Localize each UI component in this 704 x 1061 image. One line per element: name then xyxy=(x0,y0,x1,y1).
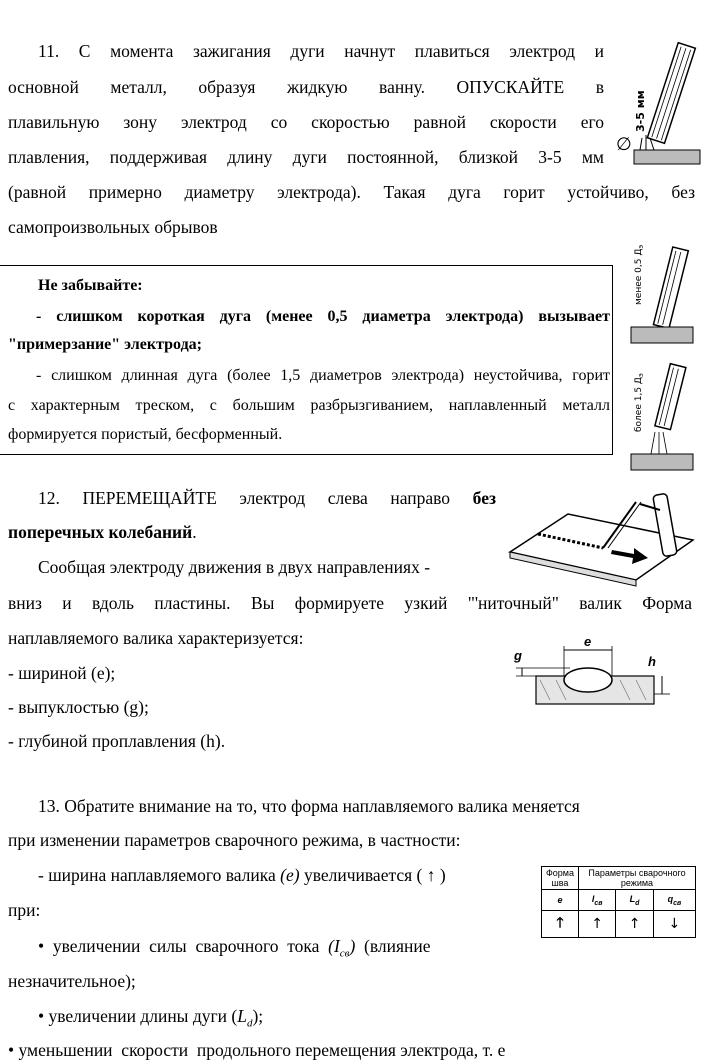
note-line-1: - слишком длинная дуга (более 1,5 диаметров электрода) неустойчива, горит xyxy=(36,367,610,384)
s12-line-1: 12. ПЕРЕМЕЩАЙТЕ электрод слева направо без xyxy=(38,488,496,508)
s12-line-5: наплавляемого валика характеризуется: xyxy=(8,628,304,648)
s11-line-1: 11. С момента зажигания дуги начнут плавиться электрод и xyxy=(38,41,604,61)
s12-line-4: вниз и вдоль пластины. Вы формируете узкий "'ниточный" валик Форма xyxy=(8,593,692,613)
arc-length-label: 3-5 мм xyxy=(634,90,647,132)
bead-h-label: h xyxy=(648,654,656,669)
note-title: Не забывайте: xyxy=(38,277,143,294)
bead-e-label: e xyxy=(584,636,592,649)
bead-section-figure xyxy=(510,636,680,716)
up-arrow-bold-icon: 🡑 xyxy=(542,911,579,938)
s11-line-5: (равной примерно диаметру электрода). Такая дуга горит устойчиво, без xyxy=(8,182,695,202)
s12-line-7: - выпуклостью (g); xyxy=(8,697,149,717)
s13-line-1: 13. Обратите внимание на то, что форма наплавляемого валика меняется xyxy=(38,796,580,816)
welding-plate-figure xyxy=(508,492,698,587)
note-bold-line-1: - слишком короткая дуга (менее 0,5 диаметра электрода) вызывает xyxy=(36,308,610,325)
s11-line-2: основной металл, образуя жидкую ванну. ОПУСКАЙТЕ в xyxy=(8,77,604,97)
s13-line-2: при изменении параметров сварочного режима, в частности: xyxy=(8,830,461,850)
s13-line-8: • уменьшении скорости продольного перемещения электрода, т. е xyxy=(8,1040,506,1060)
long-arc-figure xyxy=(627,362,697,472)
up-arrow-icon: ↑ xyxy=(578,911,615,938)
diameter-symbol: ∅ xyxy=(616,134,632,155)
welding-parameters-table xyxy=(541,866,696,938)
electrode-arc-figure xyxy=(612,40,702,170)
bead-g-label: g xyxy=(514,648,522,663)
table-col-icv: $I_{св}$ xyxy=(578,890,615,911)
down-arrow-icon: ↓ xyxy=(653,911,695,938)
s12-line-6: - шириной (e); xyxy=(8,663,116,683)
table-header-params: Параметры сварочного режима xyxy=(578,867,695,890)
s13-line-7: • увеличении длины дуги $(L_d)$; xyxy=(38,1006,264,1030)
s13-line-6: незначительное); xyxy=(8,971,136,991)
table-col-e: e xyxy=(542,890,579,911)
note-bold-line-2: "примерзание" электрода; xyxy=(8,336,202,353)
s12-line-8: - глубиной проплавления (h). xyxy=(8,731,226,751)
short-arc-figure xyxy=(627,245,697,350)
note-line-3: формируется пористый, бесформенный. xyxy=(8,426,283,443)
s11-line-3: плавильную зону электрод со скоростью равной скорости его xyxy=(8,112,604,132)
s13-line-5: • увеличении силы сварочного тока $(I_{св})$ (влияние xyxy=(38,936,431,960)
s12-line-2: поперечных колебаний. xyxy=(8,522,197,542)
table-col-ld: $L_d$ xyxy=(616,890,653,911)
table-col-qcv: $q_{св}$ xyxy=(653,890,695,911)
s12-line-3: Сообщая электроду движения в двух направлениях - xyxy=(38,557,431,577)
s13-line-3: - ширина наплавляемого валика (e) увеличивается ( ↑ ) xyxy=(38,865,446,885)
short-arc-label: менее 0,5 $Д_э$ xyxy=(634,245,645,305)
s11-line-6: самопроизвольных обрывов xyxy=(8,217,218,237)
note-line-2: с характерным треском, с большим разбрызгиванием, наплавленный металл xyxy=(8,397,610,414)
up-arrow-icon: ↑ xyxy=(616,911,653,938)
s11-line-4: плавления, поддерживая длину дуги постоянной, близкой 3-5 мм xyxy=(8,147,604,167)
s13-line-4: при: xyxy=(8,900,41,920)
long-arc-label: более 1,5 $Д_э$ xyxy=(634,373,645,432)
table-header-seam-form: Форма шва xyxy=(542,867,579,890)
